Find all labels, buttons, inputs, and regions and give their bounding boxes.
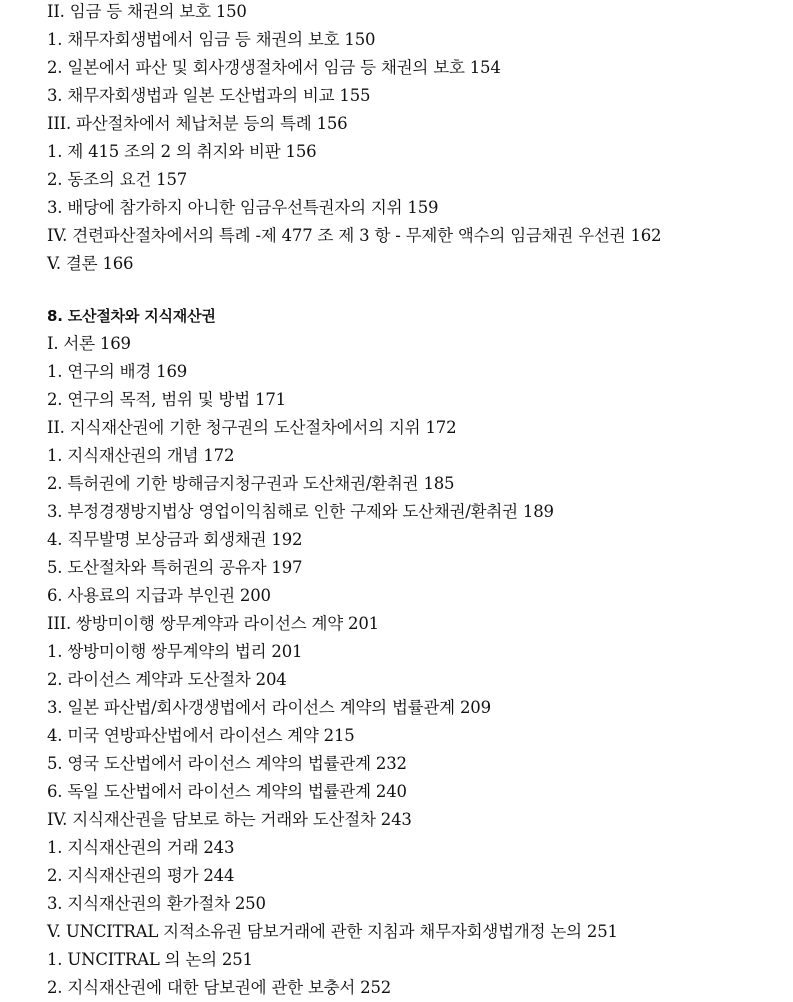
table-of-contents xyxy=(47,0,787,1002)
toc-entry: II. 임금 등 채권의 보호 150 xyxy=(47,2,247,21)
toc-entry: 2. 연구의 목적, 범위 및 방법 171 xyxy=(47,390,286,409)
toc-entry: 1. 채무자회생법에서 임금 등 채권의 보호 150 xyxy=(47,30,376,49)
section-gap xyxy=(47,278,787,302)
section-heading: 8. 도산절차와 지식재산권 xyxy=(47,307,216,325)
toc-entry: 1. 쌍방미이행 쌍무계약의 법리 201 xyxy=(47,642,303,661)
toc-entry: 5. 도산절차와 특허권의 공유자 197 xyxy=(47,558,303,577)
toc-entry: 3. 채무자회생법과 일본 도산법과의 비교 155 xyxy=(47,86,371,105)
toc-entry: IV. 지식재산권을 담보로 하는 거래와 도산절차 243 xyxy=(47,810,412,829)
toc-entry: IV. 견련파산절차에서의 특례 -제 477 조 제 3 항 - 무제한 액수의 임금채권 우선권 162 xyxy=(47,226,662,245)
toc-entry: 4. 미국 연방파산법에서 라이선스 계약 215 xyxy=(47,726,355,745)
toc-entry: 6. 사용료의 지급과 부인권 200 xyxy=(47,586,271,605)
toc-entry: 1. 연구의 배경 169 xyxy=(47,362,188,381)
toc-entry: 2. 동조의 요건 157 xyxy=(47,170,188,189)
toc-entry: I. 서론 169 xyxy=(47,334,131,353)
toc-entry: 3. 배당에 참가하지 아니한 임금우선특권자의 지위 159 xyxy=(47,198,439,217)
toc-entry: 3. 부정경쟁방지법상 영업이익침해로 인한 구제와 도산채권/환취권 189 xyxy=(47,502,554,521)
toc-entry: 6. 독일 도산법에서 라이선스 계약의 법률관계 240 xyxy=(47,782,407,801)
toc-entry: 1. 제 415 조의 2 의 취지와 비판 156 xyxy=(47,142,317,161)
toc-entry: 2. 특허권에 기한 방해금지청구권과 도산채권/환취권 185 xyxy=(47,474,455,493)
toc-entry: 4. 직무발명 보상금과 회생채권 192 xyxy=(47,530,303,549)
toc-entry: III. 파산절차에서 체납처분 등의 특례 156 xyxy=(47,114,348,133)
toc-entry: V. UNCITRAL 지적소유권 담보거래에 관한 지침과 채무자회생법개정 논의 251 xyxy=(47,922,618,941)
toc-entry: 3. 일본 파산법/회사갱생법에서 라이선스 계약의 법률관계 209 xyxy=(47,698,491,717)
toc-entry: 5. 영국 도산법에서 라이선스 계약의 법률관계 232 xyxy=(47,754,407,773)
toc-entry: 3. 지식재산권의 환가절차 250 xyxy=(47,894,266,913)
toc-entry: 2. 지식재산권의 평가 244 xyxy=(47,866,235,885)
toc-entry: 2. 일본에서 파산 및 회사갱생절차에서 임금 등 채권의 보호 154 xyxy=(47,58,501,77)
toc-entry: V. 결론 166 xyxy=(47,254,134,273)
toc-entry: 1. UNCITRAL 의 논의 251 xyxy=(47,950,253,969)
toc-entry: II. 지식재산권에 기한 청구권의 도산절차에서의 지위 172 xyxy=(47,418,457,437)
toc-entry: III. 쌍방미이행 쌍무계약과 라이선스 계약 201 xyxy=(47,614,379,633)
toc-entry: 1. 지식재산권의 거래 243 xyxy=(47,838,235,857)
toc-block-2 xyxy=(47,330,787,1002)
toc-block-1 xyxy=(47,0,787,278)
toc-entry: 1. 지식재산권의 개념 172 xyxy=(47,446,235,465)
toc-entry: 2. 라이선스 계약과 도산절차 204 xyxy=(47,670,287,689)
toc-entry: 2. 지식재산권에 대한 담보권에 관한 보충서 252 xyxy=(47,978,392,997)
